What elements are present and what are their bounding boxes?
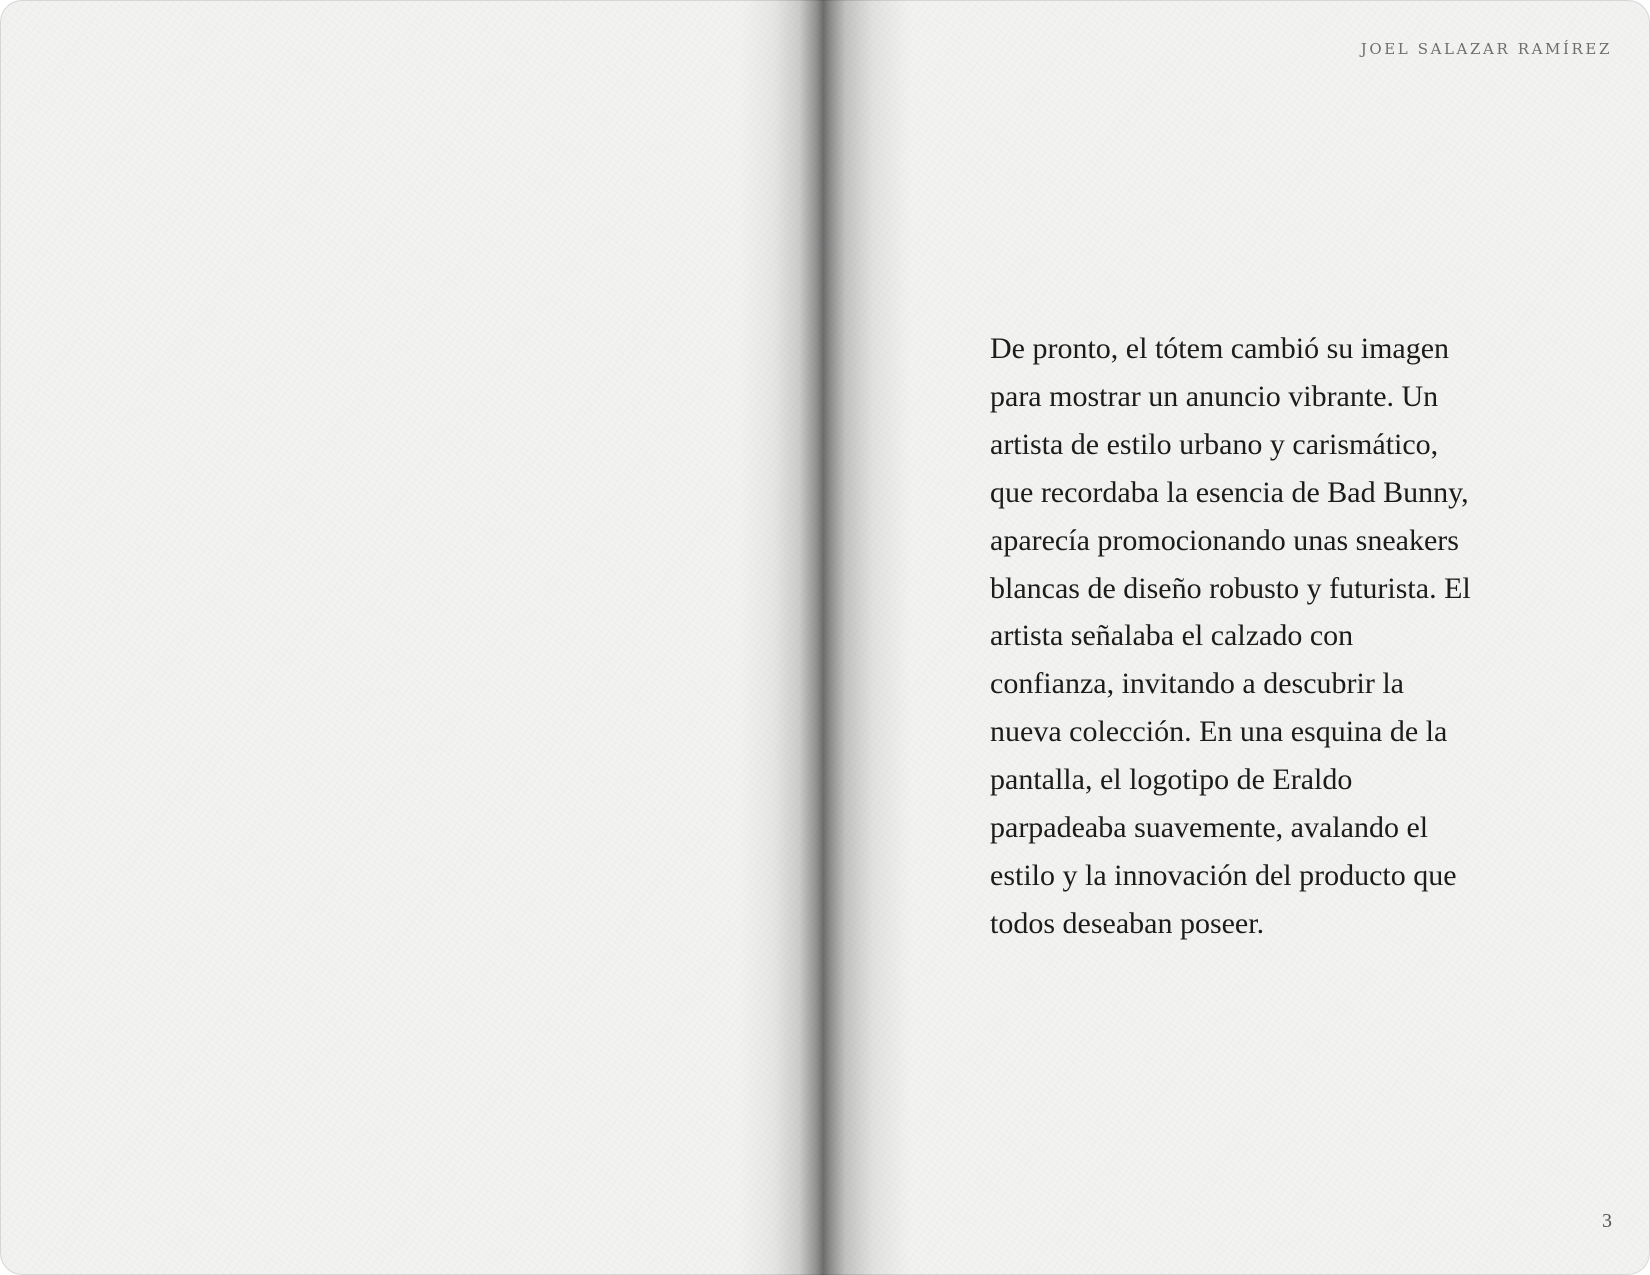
paragraph-line: nueva colección. En una esquina de la [990,715,1448,749]
paragraph-line: estilo y la innovación del producto que [990,858,1457,892]
right-page[interactable] [825,0,1650,1275]
running-head-author: JOEL SALAZAR RAMÍREZ [1360,40,1612,58]
paragraph-line: parpadeaba suavemente, avalando el [990,811,1429,845]
paragraph-line: artista señalaba el calzado con [990,619,1354,653]
paragraph-line: De pronto, el tótem cambió su imagen [990,332,1450,365]
body-paragraph [990,325,1510,948]
paragraph-line: que recordaba la esencia de Bad Bunny, [990,475,1469,509]
page-number: 3 [1602,1210,1612,1232]
paragraph-line: todos deseaban poseer. [990,906,1265,940]
paragraph-line: blancas de diseño robusto y futurista. El [990,571,1471,605]
paragraph-line: confianza, invitando a descubrir la [990,667,1404,701]
paragraph-line: para mostrar un anuncio vibrante. Un [990,379,1439,413]
paragraph-line: pantalla, el logotipo de Eraldo [990,763,1353,797]
paragraph-line: aparecía promocionando unas sneakers [990,523,1459,557]
paragraph-line: artista de estilo urbano y carismático, [990,427,1439,461]
